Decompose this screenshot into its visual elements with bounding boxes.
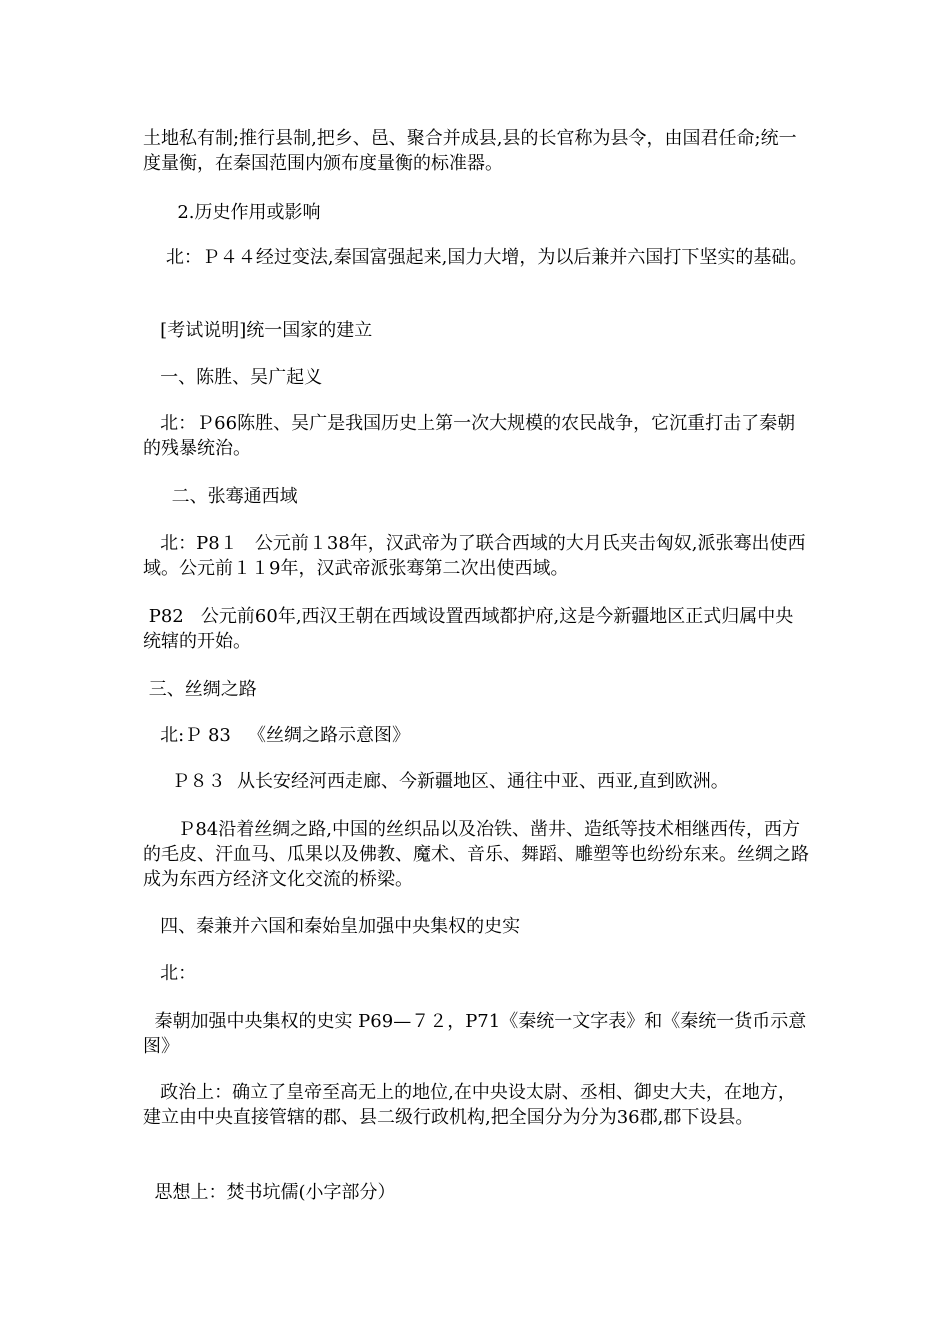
paragraph-political-measures: 政治上：确立了皇帝至高无上的地位,在中央设太尉、丞相、御史大夫，在地方，建立由中央直接管辖的郡、县二级行政机构,把全国分为分为36郡,郡下设县。 [143, 1082, 796, 1128]
paragraph-peasant-uprising: 北：Ｐ66陈胜、吴广是我国历史上第一次大规模的农民战争，它沉重打击了秦朝的残暴统治。 [143, 413, 796, 459]
paragraph-land-ownership: 土地私有制;推行县制,把乡、邑、聚合并成县,县的长官称为县令，由国君任命;统一度量衡，在秦国范围内颁布度量衡的标准器。 [143, 128, 797, 174]
paragraph-silk-road-exchange: Ｐ84沿着丝绸之路,中国的丝织品以及冶铁、凿井、造纸等技术相继西传，西方的毛皮、汗血马、瓜果以及佛教、魔术、音乐、舞蹈、雕塑等也纷纷东来。丝绸之路成为东西方经济文化交流的桥梁。 [143, 819, 809, 890]
paragraph-qin-reform-impact: 北：Ｐ４４经过变法,秦国富强起来,国力大增，为以后兼并六国打下坚实的基础。 [143, 247, 808, 268]
paragraph-western-regions-protectorate: P82 公元前60年,西汉王朝在西域设置西域都护府,这是今新疆地区正式归属中央统辖的开始。 [143, 606, 794, 652]
paragraph-north-label: 北： [143, 963, 197, 984]
paragraph-ideological-measures: 思想上：焚书坑儒(小字部分） [143, 1182, 396, 1203]
heading-historical-impact: 2.历史作用或影响 [143, 202, 321, 223]
heading-qin-centralization: 四、秦兼并六国和秦始皇加强中央集权的史实 [143, 916, 521, 937]
heading-chen-sheng-wu-guang: 一、陈胜、吴广起义 [143, 367, 323, 388]
heading-silk-road: 三、丝绸之路 [143, 679, 257, 700]
heading-zhang-qian: 二、张骞通西域 [143, 486, 298, 507]
paragraph-silk-road-map: 北:Ｐ 83 《丝绸之路示意图》 [143, 725, 411, 746]
paragraph-qin-centralization-refs: 秦朝加强中央集权的史实 P69—７２，P71《秦统一文字表》和《秦统一货币示意图》 [143, 1011, 807, 1057]
paragraph-silk-road-route: Ｐ８３ 从长安经河西走廊、今新疆地区、通往中亚、西亚,直到欧洲。 [143, 771, 729, 792]
heading-exam-notes-unification: [考试说明]统一国家的建立 [143, 320, 373, 341]
paragraph-zhang-qian-missions: 北：P8１ 公元前１38年，汉武帝为了联合西域的大月氏夹击匈奴,派张骞出使西域。公元前１１9年，汉武帝派张骞第二次出使西域。 [143, 533, 806, 579]
